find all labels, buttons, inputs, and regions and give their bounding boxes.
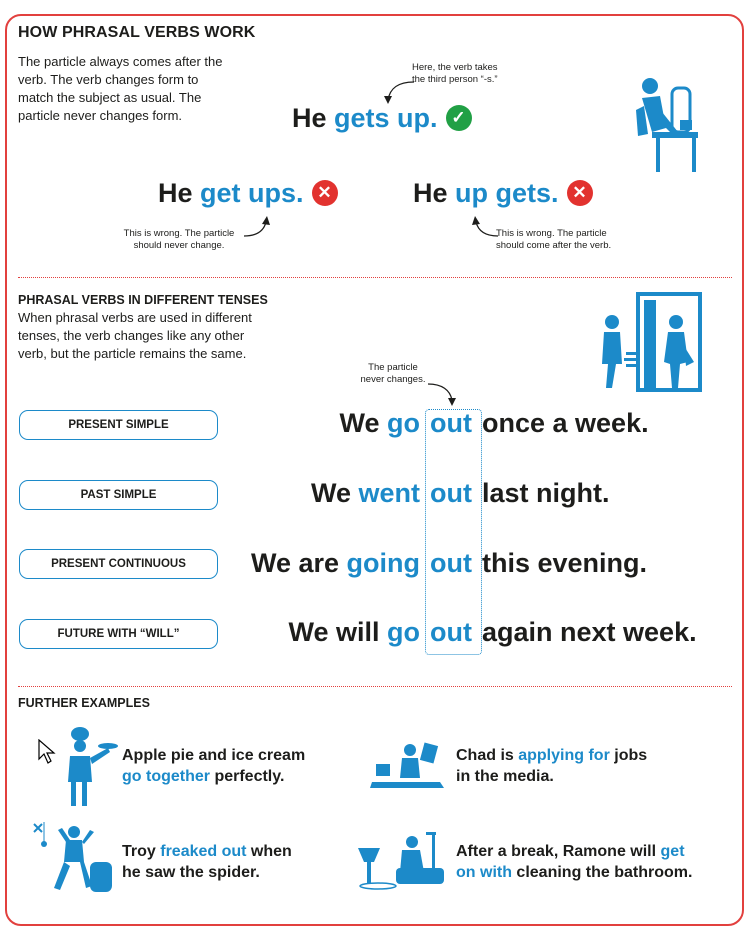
example-get-on-with: After a break, Ramone will get on with cleaning the bathroom. — [456, 843, 693, 881]
section-title-how: HOW PHRASAL VERBS WORK — [18, 24, 256, 41]
sentence-correct: He gets up. ✓ — [292, 103, 472, 134]
section1-intro: The particle always comes after the verb. The verb changes form to match the subject as usual. The particle never changes form. — [18, 54, 223, 123]
note-third-person: Here, the verb takes the third person “-s.” — [412, 62, 498, 85]
chef-illustration — [62, 726, 118, 808]
tense-label-past-simple: PAST SIMPLE — [19, 480, 218, 510]
sentence-past-simple-right: last night. — [482, 478, 610, 508]
arrow-wrong-1 — [242, 216, 272, 240]
sentence-wrong-2: He up gets. ✕ — [413, 178, 593, 209]
tense-label-future-will: FUTURE WITH “WILL” — [19, 619, 218, 649]
example-applying-for: Chad is applying for jobs in the media. — [456, 747, 648, 785]
section-title-further: FURTHER EXAMPLES — [18, 696, 150, 710]
note-wrong-2: This is wrong. The particle should come after the verb. — [496, 228, 612, 251]
sentence-past-simple-left: We went — [310, 478, 420, 508]
particle-out-1: out — [430, 408, 472, 438]
particle-out-3: out — [430, 548, 472, 578]
check-icon: ✓ — [446, 105, 472, 131]
cross-icon: ✕ — [312, 180, 338, 206]
example-freaked-out: Troy freaked out when he saw the spider. — [122, 843, 292, 881]
divider-1 — [18, 277, 732, 278]
arrow-particle — [424, 380, 458, 408]
sentence-present-continuous-left: We are going — [250, 548, 420, 578]
particle-out-2: out — [430, 478, 472, 508]
sentence-future-will-right: again next week. — [482, 617, 697, 647]
sentence-wrong-1: He get ups. ✕ — [158, 178, 338, 209]
tense-label-present-continuous: PRESENT CONTINUOUS — [19, 549, 218, 579]
sentence-present-simple-right: once a week. — [482, 408, 649, 438]
sentence-future-will-left: We will go — [288, 617, 420, 647]
sentence-present-simple-left: We go — [339, 408, 420, 438]
section-title-tenses: PHRASAL VERBS IN DIFFERENT TENSES — [18, 293, 268, 307]
mouse-cursor-icon — [38, 739, 56, 765]
going-out-illustration — [582, 292, 704, 392]
example-go-together: Apple pie and ice cream go together perfectly. — [122, 747, 306, 785]
freaked-out-illustration — [30, 822, 120, 894]
section2-intro: When phrasal verbs are used in different tenses, the verb changes like any other verb, but the particle remains the same. — [18, 310, 252, 361]
cross-icon: ✕ — [567, 180, 593, 206]
job-application-illustration — [370, 742, 446, 790]
note-particle: The particle never changes. — [360, 362, 426, 385]
tense-label-present-simple: PRESENT SIMPLE — [19, 410, 218, 440]
person-getting-up-illustration — [622, 76, 704, 174]
particle-out-4: out — [430, 617, 472, 647]
note-wrong-1: This is wrong. The particle should never change. — [123, 228, 235, 251]
bathroom-cleaning-illustration — [354, 828, 446, 892]
sentence-present-continuous-right: this evening. — [482, 548, 648, 578]
divider-2 — [18, 686, 732, 687]
